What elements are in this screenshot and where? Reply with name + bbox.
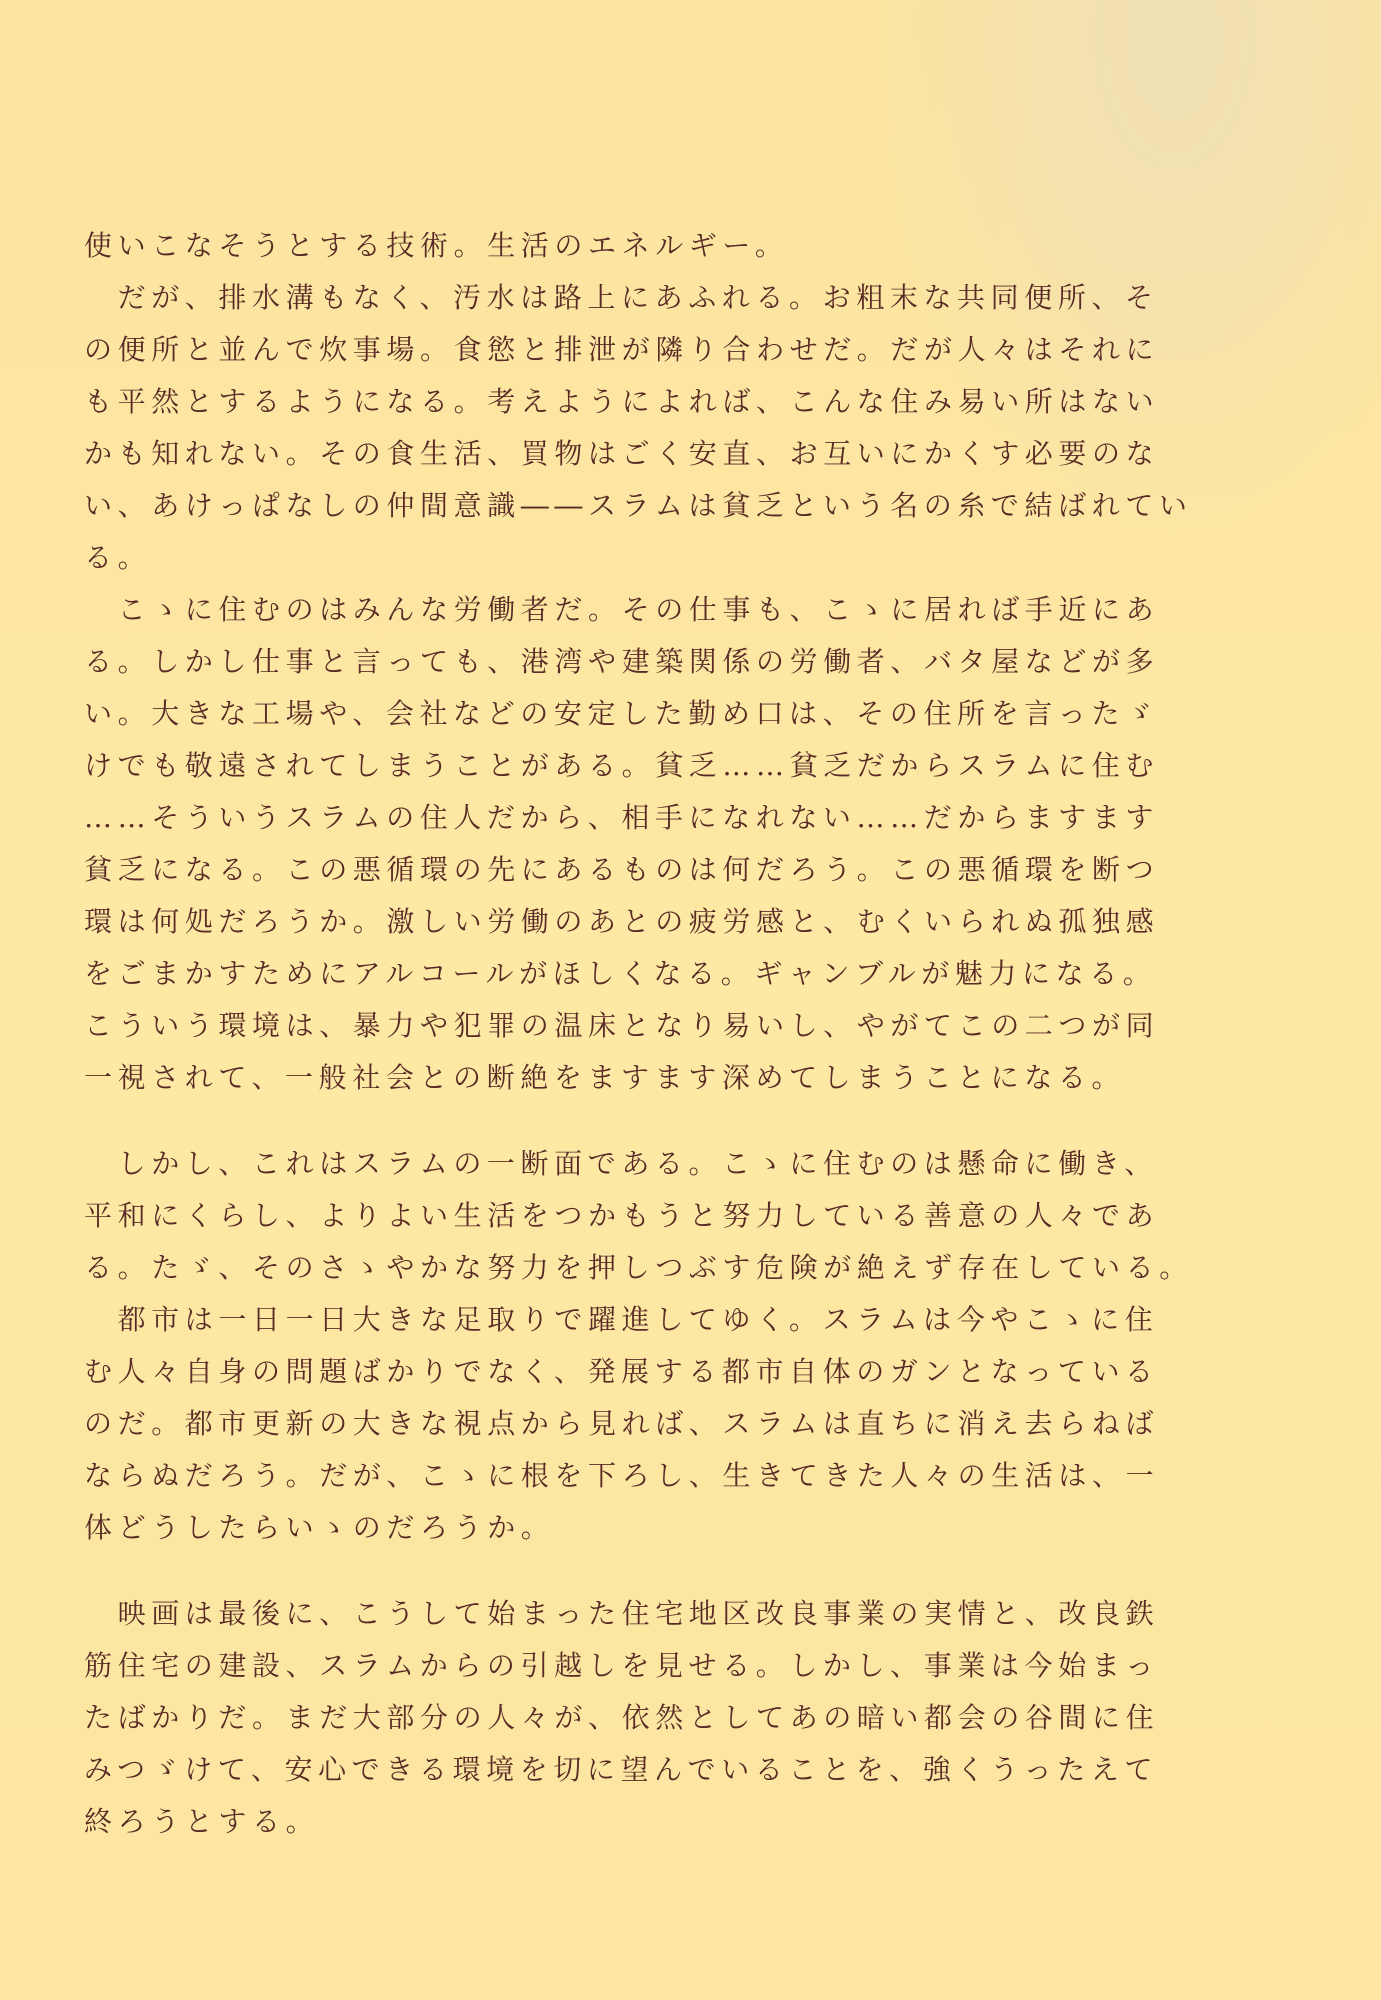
text-line: 体どうしたらいゝのだろうか。 bbox=[84, 1511, 555, 1544]
paragraph-1 bbox=[84, 220, 1204, 272]
text-line: たばかりだ。まだ大部分の人々が、依然としてあの暗い都会の谷間に住 bbox=[84, 1701, 1160, 1734]
text-line: かも知れない。その食生活、買物はごく安直、お互いにかくす必要のな bbox=[84, 437, 1160, 470]
paragraph-5 bbox=[84, 1294, 1204, 1554]
text-line: 使いこなそうとする技術。生活のエネルギー。 bbox=[84, 229, 789, 262]
text-line: 都市は一日一日大きな足取りで躍進してゆく。スラムは今やこゝに住 bbox=[84, 1303, 1159, 1336]
text-line: 筋住宅の建設、スラムからの引越しを見せる。しかし、事業は今始まっ bbox=[84, 1649, 1159, 1682]
text-line: る。 bbox=[84, 541, 152, 574]
text-line: い。大きな工場や、会社などの安定した勤め口は、その住所を言ったゞ bbox=[84, 697, 1159, 730]
text-line: 一視されて、一般社会との断絶をますます深めてしまうことになる。 bbox=[84, 1061, 1126, 1094]
paragraph-gap bbox=[84, 1554, 1204, 1588]
text-line: る。たゞ、そのさゝやかな努力を押しつぶす危険が絶えず存在している。 bbox=[84, 1251, 1193, 1284]
text-line: をごまかすためにアルコールがほしくなる。ギャンブルが魅力になる。 bbox=[84, 957, 1157, 990]
paragraph-6 bbox=[84, 1588, 1204, 1848]
text-line: い、あけっぱなしの仲間意識――スラムは貧乏という名の糸で結ばれてい bbox=[84, 489, 1193, 522]
text-line: しかし、これはスラムの一断面である。こゝに住むのは懸命に働き、 bbox=[84, 1147, 1158, 1180]
text-line: みつゞけて、安心できる環境を切に望んでいることを、強くうったえて bbox=[84, 1753, 1159, 1786]
paragraph-4 bbox=[84, 1138, 1204, 1294]
paragraph-3 bbox=[84, 584, 1204, 1104]
text-line: ……そういうスラムの住人だから、相手になれない……だからますます bbox=[84, 801, 1159, 834]
paragraph-gap bbox=[84, 1104, 1204, 1138]
text-line: も平然とするようになる。考えようによれば、こんな住み易い所はない bbox=[84, 385, 1160, 418]
text-line: けでも敬遠されてしまうことがある。貧乏……貧乏だからスラムに住む bbox=[84, 749, 1159, 782]
text-line: だが、排水溝もなく、汚水は路上にあふれる。お粗末な共同便所、そ bbox=[84, 281, 1159, 314]
text-line: のだ。都市更新の大きな視点から見れば、スラムは直ちに消え去らねば bbox=[84, 1407, 1159, 1440]
text-line: 終ろうとする。 bbox=[84, 1805, 320, 1838]
text-line: る。しかし仕事と言っても、港湾や建築関係の労働者、バタ屋などが多 bbox=[84, 645, 1160, 678]
paragraph-2 bbox=[84, 272, 1204, 584]
text-line: こういう環境は、暴力や犯罪の温床となり易いし、やがてこの二つが同 bbox=[84, 1009, 1160, 1042]
text-line: 平和にくらし、よりよい生活をつかもうと努力している善意の人々であ bbox=[84, 1199, 1160, 1232]
text-line: ならぬだろう。だが、こゝに根を下ろし、生きてきた人々の生活は、一 bbox=[84, 1459, 1160, 1492]
text-line: こゝに住むのはみんな労働者だ。その仕事も、こゝに居れば手近にあ bbox=[84, 593, 1160, 626]
text-line: 貧乏になる。この悪循環の先にあるものは何だろう。この悪循環を断つ bbox=[84, 853, 1160, 886]
text-line: 映画は最後に、こうして始まった住宅地区改良事業の実情と、改良鉄 bbox=[84, 1597, 1160, 1630]
text-line: の便所と並んで炊事場。食慾と排泄が隣り合わせだ。だが人々はそれに bbox=[84, 333, 1160, 366]
text-line: 環は何処だろうか。激しい労働のあとの疲労感と、むくいられぬ孤独感 bbox=[84, 905, 1160, 938]
document-body bbox=[84, 220, 1204, 1848]
text-line: む人々自身の問題ばかりでなく、発展する都市自体のガンとなっている bbox=[84, 1355, 1159, 1388]
